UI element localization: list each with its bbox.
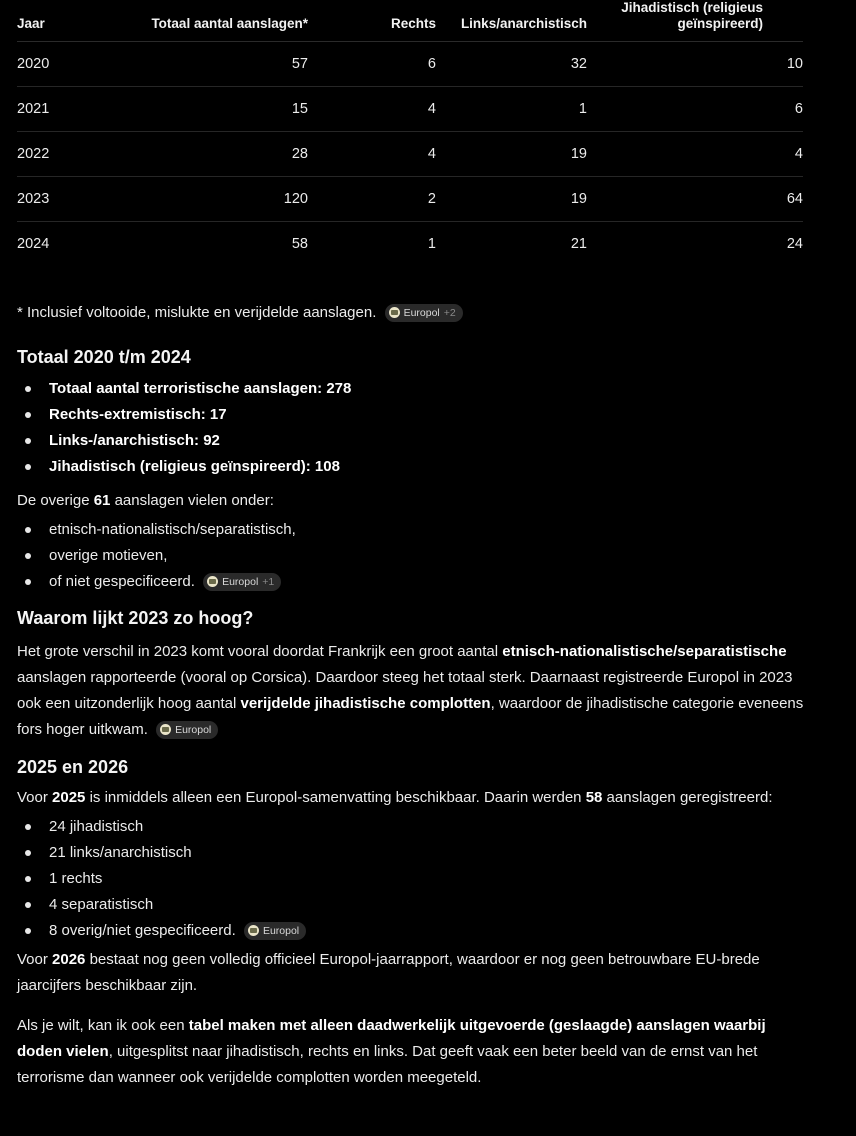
list-item: 8 overig/niet gespecificeerd. Europol bbox=[17, 918, 807, 944]
paragraph-2026: Voor 2026 bestaat nog geen volledig officieel Europol-jaarrapport, waardoor er nog geen betrouwbare EU-brede jaarcijfers beschikbaar zijn. bbox=[17, 950, 760, 994]
header-links: Links/anarchistisch bbox=[460, 16, 587, 31]
list-item: 24 jihadistisch bbox=[17, 814, 807, 840]
table-cell: 2024 bbox=[17, 236, 50, 253]
table-cell: 19 bbox=[570, 191, 587, 207]
table-cell: 58 bbox=[291, 236, 308, 253]
paragraph-2023: Het grote verschil in 2023 komt vooral doordat Frankrijk een groot aantal etnisch-nationalistische/separatistische aanslagen rapporteerde (vooral op Corsica). Daardoor steeg het totaal sterk. Daarnaast registreerde Europol in 2023 ook een uitzonderlijk hoog aantal verijdelde jihadistische complotten, waardoor de jihadistische categorie eveneens fors hoger uitkwam. Europol bbox=[17, 642, 804, 738]
table-cell: 57 bbox=[291, 56, 308, 72]
list-item: Rechts-extremistisch: 17 bbox=[17, 402, 807, 428]
heading-2025: 2025 en 2026 bbox=[17, 756, 129, 777]
table-cell: 10 bbox=[786, 56, 803, 72]
table-cell: 64 bbox=[786, 191, 803, 207]
header-totaal: Totaal aantal aanslagen* bbox=[151, 16, 308, 31]
table-cell: 120 bbox=[283, 191, 308, 207]
table-cell: 2 bbox=[427, 191, 436, 207]
header-jihadistisch: Jihadistisch (religieus geïnspireerd) bbox=[621, 0, 763, 31]
table-cell: 2022 bbox=[17, 146, 50, 162]
table-row bbox=[17, 87, 803, 132]
overige-list bbox=[17, 517, 807, 595]
europol-icon bbox=[248, 925, 259, 936]
table-cell: 32 bbox=[570, 56, 587, 72]
attacks-table bbox=[17, 0, 803, 267]
table-cell: 6 bbox=[427, 56, 436, 72]
list-item: Totaal aantal terroristische aanslagen: 278 bbox=[17, 376, 807, 402]
table-cell: 2021 bbox=[17, 101, 50, 117]
list-item: Jihadistisch (religieus geïnspireerd): 108 bbox=[17, 454, 807, 480]
totals-list bbox=[17, 376, 807, 480]
table-row bbox=[17, 132, 803, 177]
list-item: 1 rechts bbox=[17, 866, 807, 892]
list-item: of niet gespecificeerd. Europol +1 bbox=[17, 569, 807, 595]
table-cell: 1 bbox=[578, 101, 587, 117]
table-cell: 21 bbox=[570, 236, 587, 253]
source-chip[interactable]: Europol +2 bbox=[385, 304, 463, 322]
europol-icon bbox=[389, 307, 400, 318]
table-cell: 15 bbox=[291, 101, 308, 117]
heading-2023: Waarom lijkt 2023 zo hoog? bbox=[17, 607, 254, 628]
table-cell: 6 bbox=[794, 101, 803, 117]
europol-icon bbox=[160, 724, 171, 735]
list-2025 bbox=[17, 814, 807, 944]
paragraph-2025: Voor 2025 is inmiddels alleen een Europol-samenvatting beschikbaar. Daarin werden 58 aanslagen geregistreerd: bbox=[17, 788, 773, 806]
table-cell: 4 bbox=[427, 101, 436, 117]
table-cell: 28 bbox=[291, 146, 308, 162]
list-item: 21 links/anarchistisch bbox=[17, 840, 807, 866]
list-item: Links-/anarchistisch: 92 bbox=[17, 428, 807, 454]
footnote: * Inclusief voltooide, mislukte en verijdelde aanslagen. Europol +2 bbox=[17, 300, 807, 326]
table-cell: 2023 bbox=[17, 191, 50, 207]
table-row bbox=[17, 42, 803, 87]
header-jaar: Jaar bbox=[17, 16, 45, 31]
list-item: etnisch-nationalistisch/separatistisch, bbox=[17, 517, 807, 543]
table-cell: 1 bbox=[427, 236, 436, 253]
list-item: overige motieven, bbox=[17, 543, 807, 569]
source-chip[interactable]: Europol bbox=[244, 922, 306, 940]
header-rechts: Rechts bbox=[390, 16, 436, 31]
paragraph-offer: Als je wilt, kan ik ook een tabel maken met alleen daadwerkelijk uitgevoerde (geslaagde) aanslagen waarbij doden vielen, uitgesplitst naar jihadistisch, rechts en links. Dat geeft vaak een beter beeld van de ernst van het terrorisme dan wanneer ook verijdelde complotten worden meegeteld. bbox=[17, 1016, 766, 1086]
overige-paragraph: De overige 61 aanslagen vielen onder: bbox=[17, 491, 274, 509]
table-cell: 4 bbox=[794, 146, 803, 162]
list-item: 4 separatistisch bbox=[17, 892, 807, 918]
table-row bbox=[17, 222, 803, 267]
table-cell: 19 bbox=[570, 146, 587, 162]
table-cell: 24 bbox=[786, 236, 803, 253]
table-header-row bbox=[17, 0, 803, 42]
table-row bbox=[17, 177, 803, 222]
heading-totaal: Totaal 2020 t/m 2024 bbox=[17, 346, 191, 367]
europol-icon bbox=[207, 576, 218, 587]
table-cell: 4 bbox=[427, 146, 436, 162]
source-chip[interactable]: Europol +1 bbox=[203, 573, 281, 591]
source-chip[interactable]: Europol bbox=[156, 721, 218, 739]
table-cell: 2020 bbox=[17, 56, 50, 72]
